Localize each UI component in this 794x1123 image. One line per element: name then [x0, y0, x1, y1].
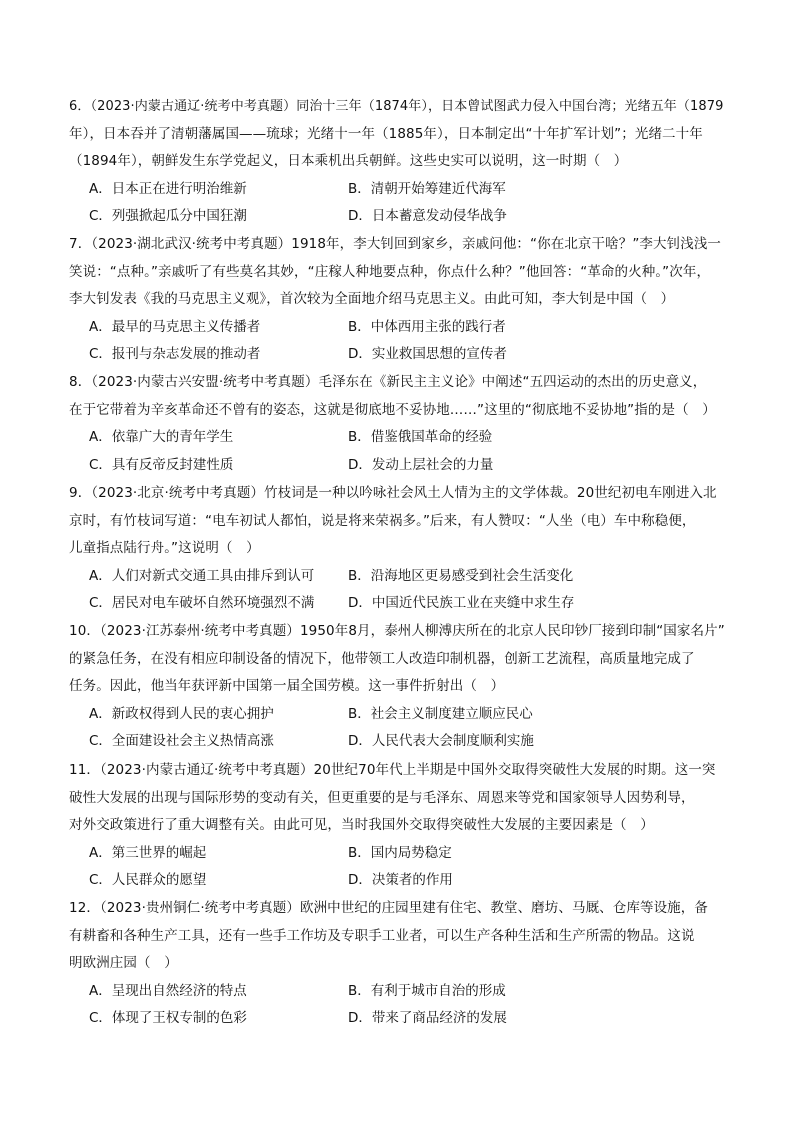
option-b[interactable]: B．中体西用主张的践行者 — [348, 318, 506, 335]
option-d[interactable]: D．中国近代民族工业在夹缝中求生存 — [348, 595, 575, 611]
option-a[interactable]: A．新政权得到人民的衷心拥护 — [89, 705, 274, 722]
question-text-line: 笑说：“点种。”亲戚听了有些莫名其妙，“庄稼人种地要点种，你点什么种？”他回答：“革命的火种。”次年， — [69, 263, 711, 280]
options-row — [69, 176, 729, 204]
options-row — [69, 314, 729, 342]
question-text-line: 7．（2023·湖北武汉·统考中考真题）1918年，李大钊回到家乡，亲戚问他：“你在北京干啥？”李大钊浅浅一 — [69, 236, 722, 252]
options-row — [69, 701, 729, 729]
option-d[interactable]: D．带来了商品经济的发展 — [348, 1010, 507, 1026]
options-row — [69, 1005, 729, 1033]
question-7 — [69, 231, 729, 369]
question-text-line: 对外交政策进行了重大调整有关。由此可见，当时我国外交取得突破性大发展的主要因素是（ ） — [69, 817, 654, 833]
option-a[interactable]: A．呈现出自然经济的特点 — [89, 982, 247, 999]
option-a[interactable]: A．日本正在进行明治维新 — [89, 180, 247, 197]
options-row — [69, 867, 729, 895]
question-text-line: 明欧洲庄园（ ） — [69, 955, 178, 971]
option-c[interactable]: C．具有反帝反封建性质 — [89, 456, 234, 473]
option-c[interactable]: C．列强掀起瓜分中国狂潮 — [89, 208, 247, 224]
question-text-line: 任务。因此，他当年获评新中国第一届全国劳模。这一事件折射出（ ） — [69, 678, 505, 694]
option-a[interactable]: A．人们对新式交通工具由排斥到认可 — [89, 567, 315, 584]
question-text-line: 6．（2023·内蒙古通辽·统考中考真题）同治十三年（1874年），日本曾试图武力侵入中国台湾；光绪五年（1879 — [69, 99, 724, 114]
option-b[interactable]: B．清朝开始筹建近代海军 — [348, 180, 506, 197]
options-row — [69, 452, 729, 480]
question-text-line: 的紧急任务，在没有相应印制设备的情况下，他带领工人改造印制机器，创新工艺流程，高质量地完成了 — [69, 650, 695, 667]
option-b[interactable]: B．有利于城市自治的形成 — [348, 982, 506, 999]
question-8 — [69, 369, 729, 479]
option-c[interactable]: C．全面建设社会主义热情高涨 — [89, 733, 274, 749]
option-d[interactable]: D．日本蓄意发动侵华战争 — [348, 208, 507, 224]
question-text-line: 11．（2023·内蒙古通辽·统考中考真题）20世纪70年代上半期是中国外交取得突破性大发展的时期。这一突 — [69, 762, 716, 778]
option-a[interactable]: A．第三世界的崛起 — [89, 844, 207, 861]
option-d[interactable]: D．发动上层社会的力量 — [348, 456, 494, 473]
options-row — [69, 590, 729, 618]
question-text-line: 9．（2023·北京·统考中考真题）竹枝词是一种以吟咏社会风土人情为主的文学体裁。20世纪初电车刚进入北 — [69, 485, 717, 501]
option-c[interactable]: C．体现了王权专制的色彩 — [89, 1010, 247, 1026]
option-d[interactable]: D．实业救国思想的宣传者 — [348, 346, 507, 362]
options-row — [69, 424, 729, 452]
question-text-line: 在于它带着为辛亥革命还不曾有的姿态，这就是彻底地不妥协地……”这里的“彻底地不妥协地”指的是（ ） — [69, 401, 716, 418]
option-a[interactable]: A．依靠广大的青年学生 — [89, 429, 234, 445]
question-text-line: 12．（2023·贵州铜仁·统考中考真题）欧洲中世纪的庄园里建有住宅、教堂、磨坊、马厩、仓库等设施，备 — [69, 900, 708, 916]
question-6 — [69, 93, 729, 231]
options-row — [69, 978, 729, 1006]
question-text-line: 儿童指点陆行舟。”这说明（ ） — [69, 540, 260, 556]
options-row — [69, 203, 729, 231]
question-text-line: 有耕畜和各种生产工具，还有一些手工作坊及专职手工业者，可以生产各种生活和生产所需的物品。这说 — [69, 927, 695, 944]
options-row — [69, 840, 729, 868]
option-b[interactable]: B．借鉴俄国革命的经验 — [348, 429, 493, 445]
option-c[interactable]: C．居民对电车破坏自然环境强烈不满 — [89, 595, 315, 611]
option-c[interactable]: C．报刊与杂志发展的推动者 — [89, 346, 261, 362]
question-text-line: 李大钊发表《我的马克思主义观》，首次较为全面地介绍马克思主义。由此可知，李大钊是中国（ ） — [69, 291, 675, 307]
question-text-line: 年），日本吞并了清朝藩属国——琉球；光绪十一年（1885年），日本制定出“十年扩军计划”；光绪二十年 — [69, 125, 703, 142]
option-b[interactable]: B．社会主义制度建立顺应民心 — [348, 705, 533, 722]
question-text-line: 京时，有竹枝词写道：“电车初试人都怕，说是将来荣祸多。”后来，有人赞叹：“人坐（电）车中称稳便， — [69, 512, 696, 529]
option-b[interactable]: B．国内局势稳定 — [348, 844, 452, 861]
question-text-line: （1894年），朝鲜发生东学党起义，日本乘机出兵朝鲜。这些史实可以说明，这一时期（ ） — [69, 153, 628, 169]
question-text-line: 8．（2023·内蒙古兴安盟·统考中考真题）毛泽东在《新民主主义论》中阐述“五四运动的杰出的历史意义， — [69, 374, 707, 390]
option-c[interactable]: C．人民群众的愿望 — [89, 872, 207, 888]
question-text-line: 10．（2023·江苏泰州·统考中考真题）1950年8月，泰州人柳溥庆所在的北京人民印钞厂接到印制“国家名片” — [69, 623, 725, 639]
question-text-line: 破性大发展的出现与国际形势的变动有关，但更重要的是与毛泽东、周恩来等党和国家领导人因势利导， — [69, 789, 695, 806]
option-b[interactable]: B．沿海地区更易感受到社会生活变化 — [348, 567, 574, 584]
question-12 — [69, 895, 729, 1033]
option-d[interactable]: D．人民代表大会制度顺利实施 — [348, 733, 534, 749]
options-row — [69, 341, 729, 369]
question-11 — [69, 757, 729, 895]
options-row — [69, 728, 729, 756]
option-d[interactable]: D．决策者的作用 — [348, 872, 453, 888]
options-row — [69, 563, 729, 591]
question-10 — [69, 618, 729, 756]
option-a[interactable]: A．最早的马克思主义传播者 — [89, 318, 261, 335]
question-9 — [69, 480, 729, 618]
